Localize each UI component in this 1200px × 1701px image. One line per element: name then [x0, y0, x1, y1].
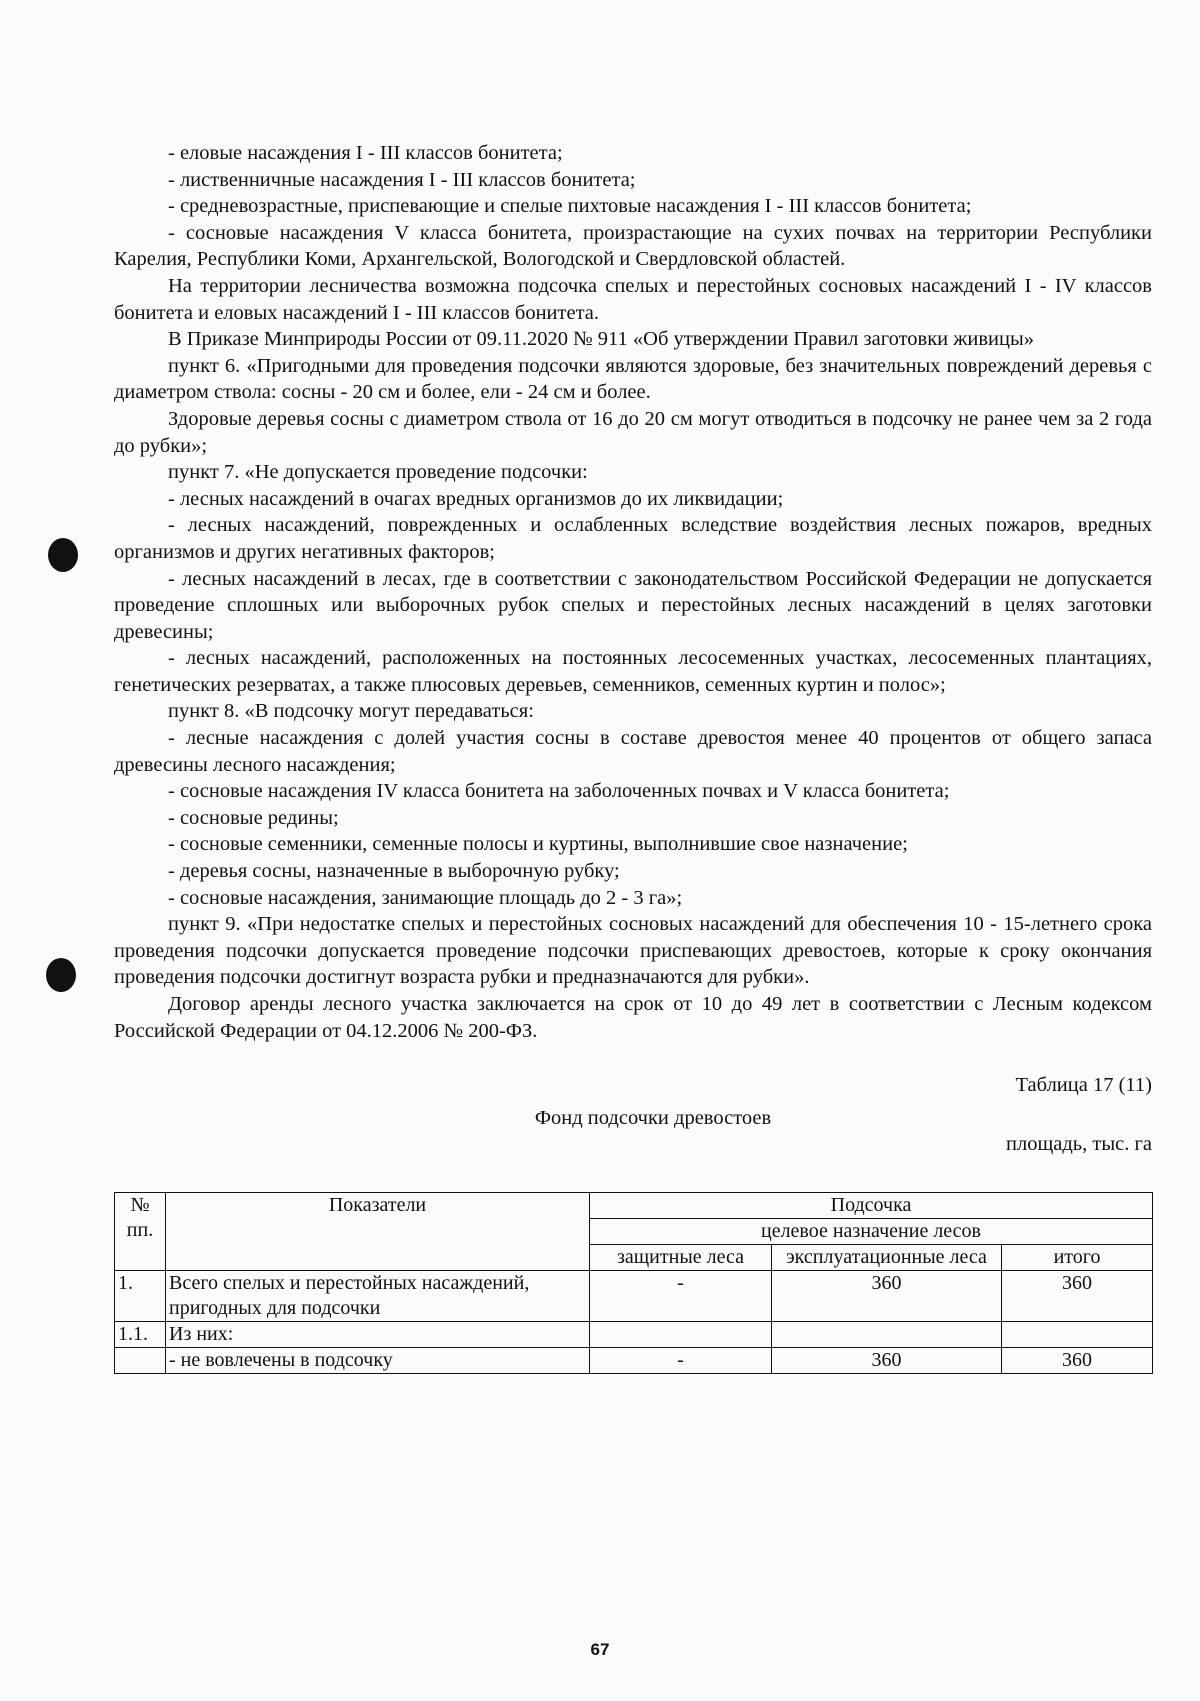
paragraph: Здоровые деревья сосны с диаметром ствола от 16 до 20 см могут отводиться в подсочку не ранее чем за 2 года до рубки»; — [114, 407, 1152, 457]
header-protective: защитные леса — [590, 1244, 772, 1270]
paragraph: - еловые насаждения I - III классов бонитета; — [168, 142, 563, 164]
header-subgroup: целевое назначение лесов — [590, 1218, 1153, 1244]
row-num: 1. — [115, 1270, 166, 1321]
row-exploit: 360 — [772, 1270, 1002, 1321]
table-row — [115, 1347, 1153, 1373]
header-exploit: эксплуатационные леса — [772, 1244, 1002, 1270]
header-num: № пп. — [115, 1192, 166, 1270]
header-indicator: Показатели — [166, 1192, 590, 1270]
row-num — [115, 1347, 166, 1373]
paragraph: - сосновые редины; — [168, 806, 339, 829]
fund-table — [114, 1192, 1153, 1374]
row-exploit — [772, 1321, 1002, 1347]
punch-hole-top — [48, 538, 78, 572]
paragraph: - лесные насаждения с долей участия сосны в составе древостоя менее 40 процентов от общего запаса древесины лесного насаждения; — [114, 727, 1152, 776]
row-total — [1002, 1321, 1153, 1347]
table-title: Фонд подсочки древостоев — [534, 1106, 772, 1129]
table-row — [115, 1321, 1153, 1347]
paragraph: - лесных насаждений в очагах вредных организмов до их ликвидации; — [168, 487, 784, 510]
row-total: 360 — [1002, 1347, 1153, 1373]
table-row — [115, 1270, 1153, 1321]
table-caption: Таблица 17 (11) — [1015, 1074, 1152, 1097]
row-num: 1.1. — [115, 1321, 166, 1347]
paragraph: пункт 8. «В подсочку могут передаваться: — [168, 700, 534, 723]
paragraph: - лесных насаждений, поврежденных и ослабленных вследствие воздействия лесных пожаров, вредных организмов и других негативных факторов; — [114, 514, 1152, 563]
row-protective: - — [590, 1347, 772, 1373]
paragraph: На территории лесничества возможна подсочка спелых и перестойных сосновых насаждений I - IV классов бонитета и еловых насаждений I - III классов бонитета. — [114, 274, 1152, 324]
page-number: 67 — [590, 1640, 610, 1659]
paragraph: - лиственничные насаждения I - III классов бонитета; — [168, 168, 636, 191]
row-exploit: 360 — [772, 1347, 1002, 1373]
header-total: итого — [1002, 1244, 1153, 1270]
punch-hole-bottom — [46, 958, 76, 992]
row-protective: - — [590, 1270, 772, 1321]
paragraph: пункт 6. «Пригодными для проведения подсочки являются здоровые, без значительных повреждений деревья с диаметром ствола: сосны - 20 см и более, ели - 24 см и более. — [114, 354, 1152, 404]
row-label: - не вовлечены в подсочку — [166, 1347, 590, 1373]
paragraph: - сосновые насаждения IV класса бонитета на заболоченных почвах и V класса бонитета; — [168, 780, 950, 803]
paragraph: Договор аренды лесного участка заключается на срок от 10 до 49 лет в соответствии с Лесным кодексом Российской Федерации от 04.12.2006 № 200-ФЗ. — [114, 993, 1152, 1042]
table-unit: площадь, тыс. га — [1006, 1133, 1152, 1156]
paragraph: - лесных насаждений в лесах, где в соответствии с законодательством Российской Федерации не допускается проведение сплошных или выборочных рубок спелых и перестойных лесных насаждений в целях заготовки древесины; — [114, 567, 1152, 643]
paragraph: - сосновые насаждения V класса бонитета, произрастающие на сухих почвах на территории Республики Карелия, Республики Коми, Архангельской, Вологодской и Свердловской областей. — [114, 221, 1152, 271]
paragraph: пункт 7. «Не допускается проведение подсочки: — [168, 461, 588, 484]
paragraph: В Приказе Минприроды России от 09.11.2020 № 911 «Об утверждении Правил заготовки живицы» — [168, 328, 1035, 351]
document-page — [114, 140, 1152, 1374]
paragraph: пункт 9. «При недостатке спелых и перестойных сосновых насаждений для обеспечения 10 - 15-летнего срока проведения подсочки допускается проведение подсочки приспевающих древостоев, которые к сроку окончания проведения подсочки достигнут возраста рубки и предназначаются для рубки». — [114, 913, 1152, 989]
row-total: 360 — [1002, 1270, 1153, 1321]
row-label: Из них: — [166, 1321, 590, 1347]
row-protective — [590, 1321, 772, 1347]
paragraph: - сосновые семенники, семенные полосы и куртины, выполнившие свое назначение; — [168, 833, 908, 856]
paragraph: - сосновые насаждения, занимающие площадь до 2 - 3 га»; — [168, 886, 683, 909]
paragraph: - средневозрастные, приспевающие и спелые пихтовые насаждения I - III классов бонитета; — [168, 195, 972, 218]
paragraph: - деревья сосны, назначенные в выборочную рубку; — [168, 860, 620, 883]
paragraph: - лесных насаждений, расположенных на постоянных лесосеменных участках, лесосеменных плантациях, генетических резерватах, а также плюсовых деревьев, семенников, семенных куртин и полос»; — [114, 647, 1152, 696]
row-label: Всего спелых и перестойных насаждений, пригодных для подсочки — [166, 1270, 590, 1321]
header-group: Подсочка — [590, 1192, 1153, 1218]
